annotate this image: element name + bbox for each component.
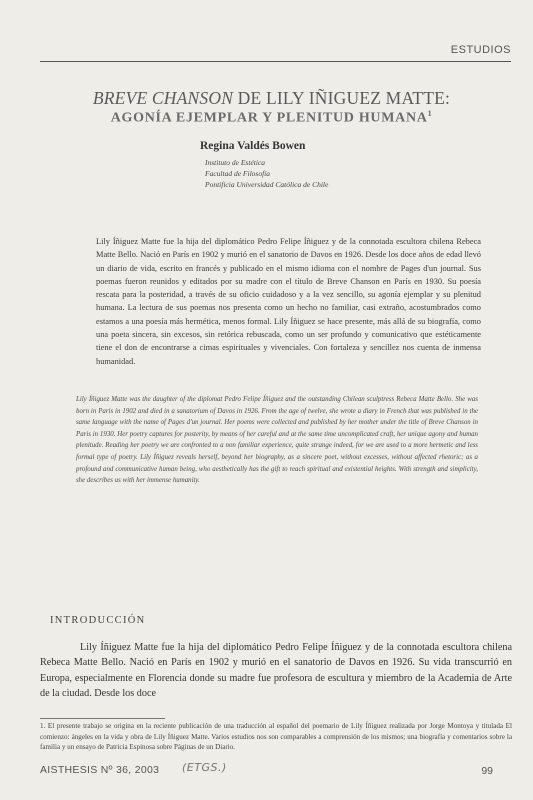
abstract-spanish: Lily Íñiguez Matte fue la hija del diplomático Pedro Felipe Íñiguez y de la connotada escultora chilena Rebeca Matte Bello. Nació en París en 1902 y murió en el sanatorio de Davos en 1926. Desde los doce años de edad llevó un diario de vida, escrito en francés y publicado en el mismo idioma con el nombre de Pages d'un journal. Sus poemas fueron reunidos y editados por su madre con el título de Breve Chanson en París en 1930. Su poesía rescata para la posteridad, a través de su oficio cuidadoso y a la vez sencillo, su agonía ejemplar y su plenitud humana. La lectura de sus poemas nos presenta como un hecho no familiar, casi extraño, acostumbrados como estamos a una poesía más hermética, menos formal. Lily Íñiguez se hace presente, más allá de su biografía, como una poeta sincera, sin excesos, sin retórica rebuscada, como un ser profundo y comunicativo que estéticamente tiene el don de encontrarse a cimas espirituales y vivenciales. Con fortaleza y sencillez nos cuenta de inmensa humanidad. <box>96 237 481 366</box>
title-footnote-mark: 1 <box>427 109 433 118</box>
running-head: ESTUDIOS <box>450 44 511 56</box>
footnote: 1. El presente trabajo se origina en la reciente publicación de una traducción al español del poemario de Lily Íñiguez realizada por Jorge Montoya y titulada El comienzo: ángeles en la vida y obra de Lily Íñiguez Matte. Varios estudios nos son comparables a comprensión de los mismos; una biografía y comentarios sobre la familia y un ensayo de Patricia Espinosa sobre Páginas de un Diario. <box>40 722 512 751</box>
abstract-english: Lily Íñiguez Matte was the daughter of the diplomat Pedro Felipe Íñiguez and the outstanding Chilean sculptress Rebeca Matte Bello. She was born in Paris in 1902 and died in a sanatorium of Davos in 1926. From the age of twelve, she wrote a diary in French that was published in the same language with the name of Pages d'un journal. Her poems were collected and published by her mother under the title of Breve Chanson in Paris in 1930. Her poetry captures for posterity, by means of her careful and at the same time uncomplicated craft, her unique agony and human plenitude. Reading her poetry we are confronted to a non familiar experience, quite strange indeed, for we are used to a more hermetic and less formal type of poetry. Lily Íñiguez reveals herself, beyond her biography, as a sincere poet, without excesses, without affected rhetoric; as a profound and communicative human being, who aesthetically has the gift to reach spiritual and existential heights. With strength and simplicity, she describes us with her immense humanity. <box>76 396 478 485</box>
author-affiliation-2: Facultad de Filosofía <box>205 169 270 178</box>
journal-citation: AISTHESIS Nº 36, 2003 <box>40 764 160 776</box>
author-affiliation-1: Instituto de Estética <box>205 158 265 167</box>
footnote-rule <box>40 718 165 719</box>
author-affiliation-3: Pontificia Universidad Católica de Chile <box>205 180 329 189</box>
section-heading: INTRODUCCIÓN <box>50 615 146 626</box>
page-number: 99 <box>481 765 493 777</box>
title-rest-part: DE LILY IÑIGUEZ MATTE: <box>233 88 451 108</box>
intro-paragraph: Lily Íñiguez Matte fue la hija del diplomático Pedro Felipe Íñiguez y de la connotada escultora chilena Rebeca Matte Bello. Nació en París en 1902 y murió en el sanatorio de Davos en 1926. Su vida transcurrió en Europa, especialmente en Florencia donde su madre fue profesora de escultura y miembro de la Academia de Arte de la ciudad. Desde los doce <box>40 642 512 700</box>
title-italic-part: BREVE CHANSON <box>92 88 234 108</box>
author-name: Regina Valdés Bowen <box>200 140 306 152</box>
header-rule <box>40 61 511 62</box>
handwritten-annotation: (ETGS.) <box>182 761 227 774</box>
article-title <box>40 88 503 109</box>
subtitle-text: AGONÍA EJEMPLAR Y PLENITUD HUMANA <box>110 110 428 126</box>
article-subtitle <box>40 109 503 127</box>
